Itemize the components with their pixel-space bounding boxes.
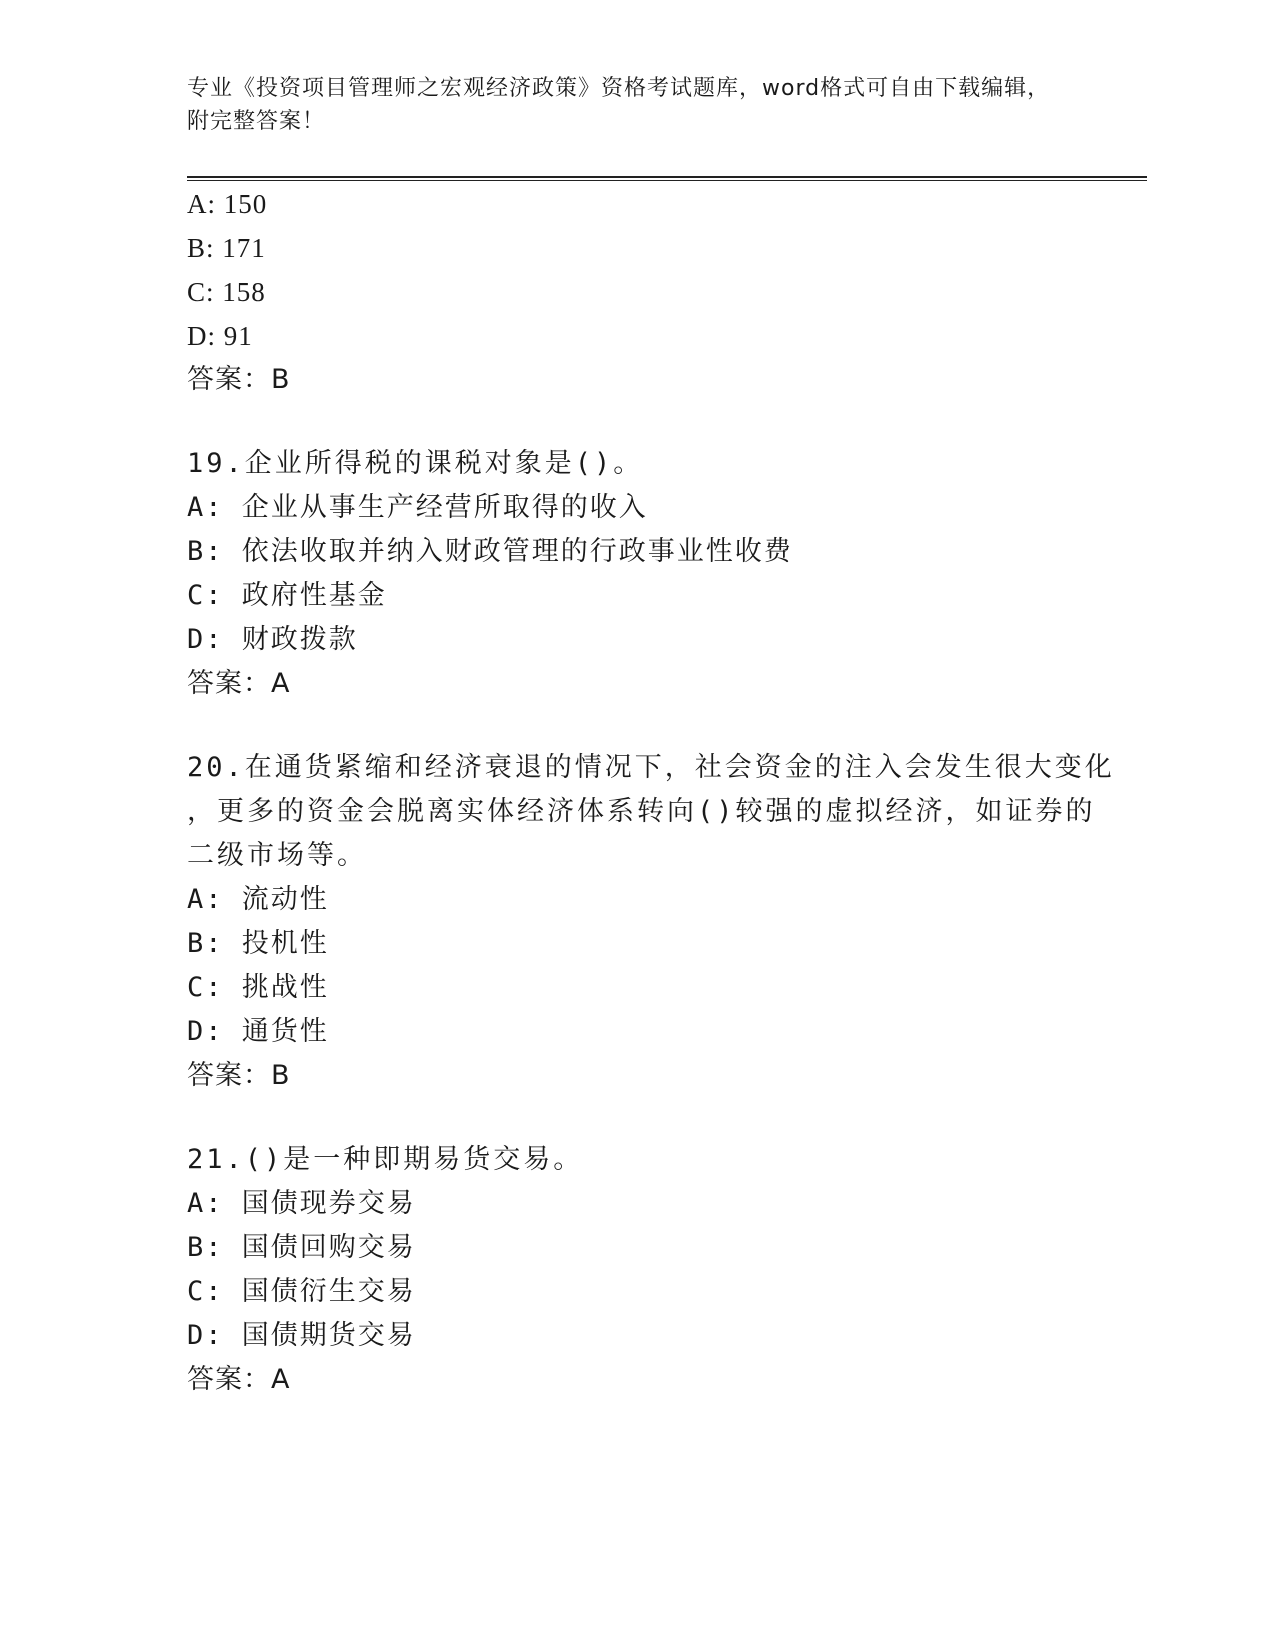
q18-option-d: D: 91: [187, 321, 253, 351]
q21-option-a: A: 国债现券交易: [187, 1188, 416, 1219]
q19-option-a: A: 企业从事生产经营所取得的收入: [187, 492, 648, 523]
q21-option-b: B: 国债回购交易: [187, 1232, 416, 1263]
q19-stem: 19.企业所得税的课税对象是()。: [187, 448, 644, 479]
q20-stem-line-1: 20.在通货紧缩和经济衰退的情况下，社会资金的注入会发生很大变化: [187, 752, 1115, 783]
q18-option-a: A: 150: [187, 189, 268, 219]
q19-answer: 答案：A: [187, 668, 291, 699]
q20-answer: 答案：B: [187, 1060, 291, 1091]
q18-answer: 答案：B: [187, 364, 291, 395]
q21-stem: 21.()是一种即期易货交易。: [187, 1144, 584, 1175]
q20-option-d: D: 通货性: [187, 1016, 329, 1047]
q21-option-d: D: 国债期货交易: [187, 1320, 416, 1351]
q20-option-b: B: 投机性: [187, 928, 329, 959]
q20-stem-line-2: ，更多的资金会脱离实体经济体系转向()较强的虚拟经济，如证券的: [187, 796, 1096, 827]
header-divider: [187, 176, 1147, 181]
q19-option-c: C: 政府性基金: [187, 580, 387, 611]
q18-option-b: B: 171: [187, 233, 266, 263]
document-header: 专业《投资项目管理师之宏观经济政策》资格考试题库，word格式可自由下载编辑，附完整答案！: [187, 76, 1051, 134]
q20-stem-line-3: 二级市场等。: [187, 840, 367, 871]
q20-option-c: C: 挑战性: [187, 972, 329, 1003]
q18-option-c: C: 158: [187, 277, 266, 307]
q20-option-a: A: 流动性: [187, 884, 329, 915]
q21-answer: 答案：A: [187, 1364, 291, 1395]
q19-option-d: D: 财政拨款: [187, 624, 358, 655]
q19-option-b: B: 依法收取并纳入财政管理的行政事业性收费: [187, 536, 793, 567]
q21-option-c: C: 国债衍生交易: [187, 1276, 416, 1307]
